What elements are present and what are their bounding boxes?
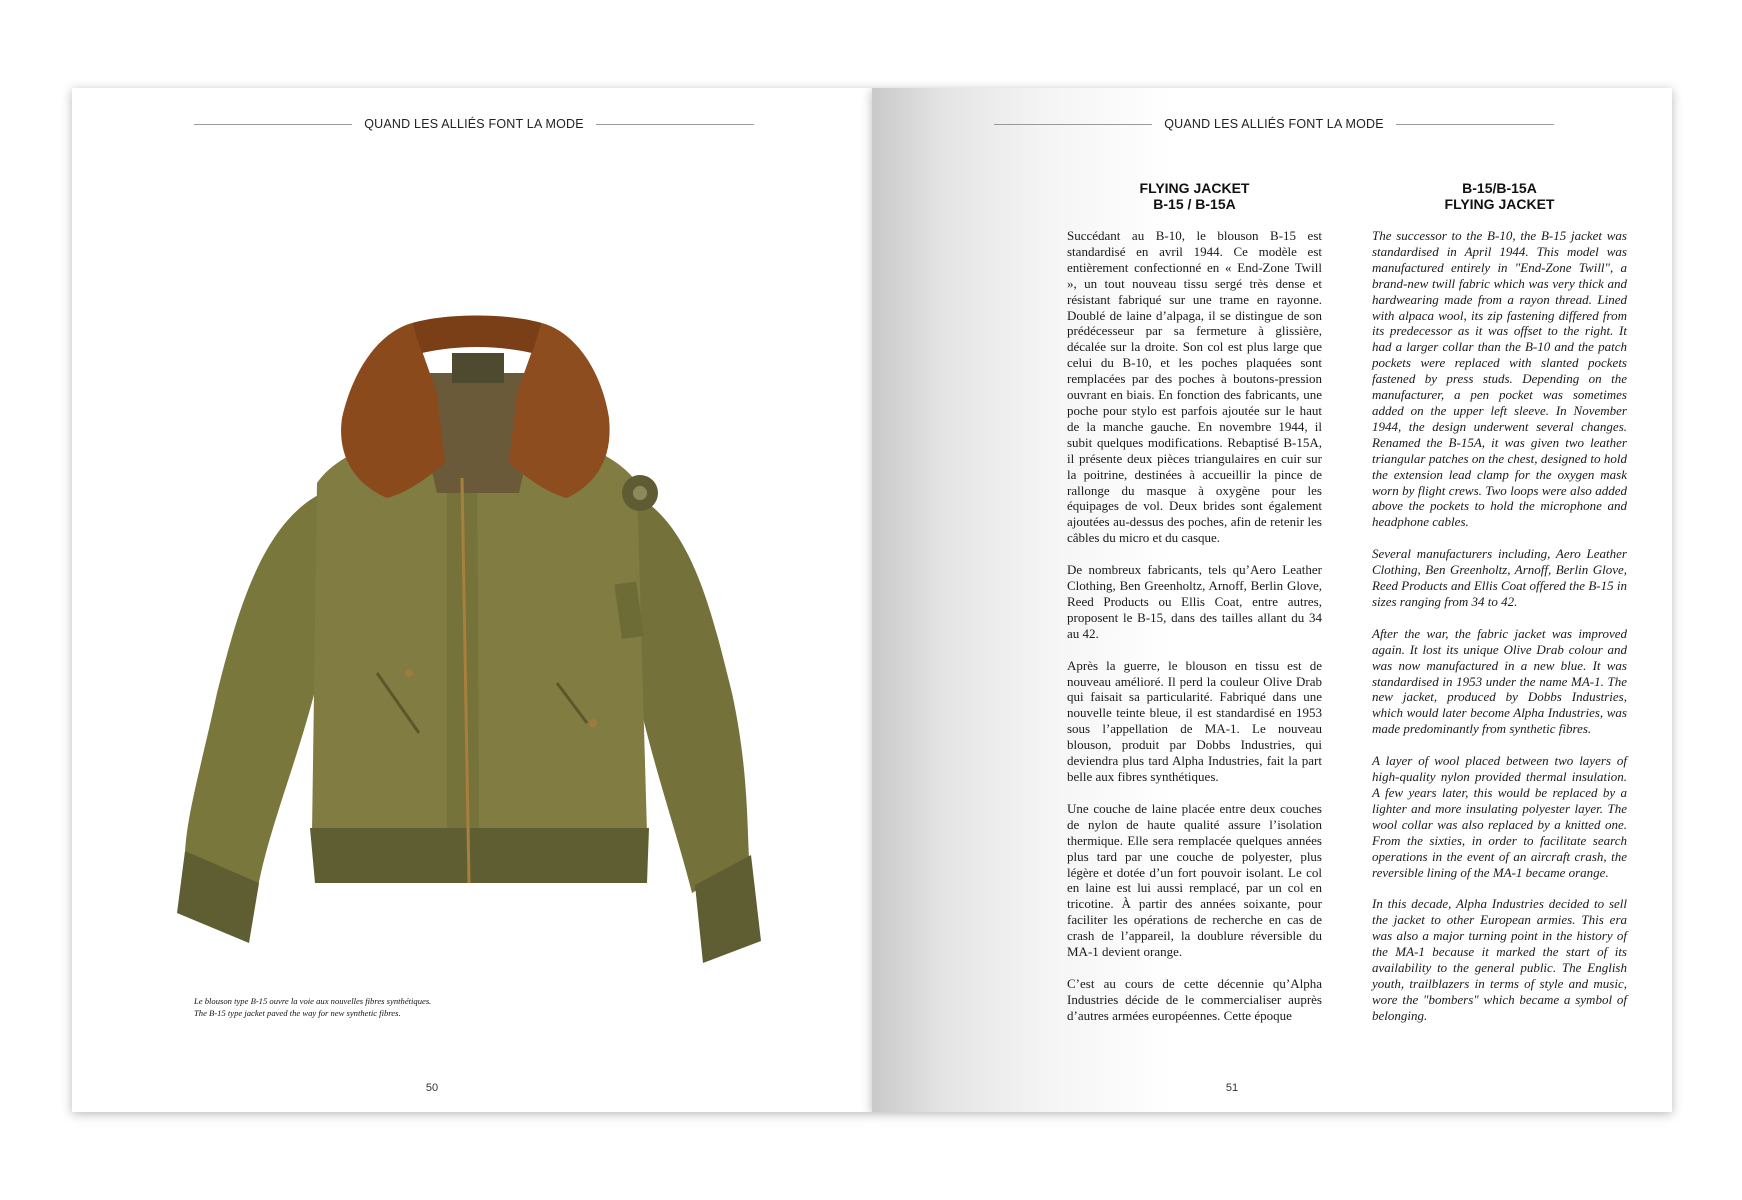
running-header-title: QUAND LES ALLIÉS FONT LA MODE — [1164, 117, 1384, 131]
running-header-title: QUAND LES ALLIÉS FONT LA MODE — [364, 117, 584, 131]
left-sleeve — [185, 493, 322, 893]
page-number-left: 50 — [425, 1082, 439, 1094]
english-heading-line2: FLYING JACKET — [1444, 196, 1555, 212]
right-page — [872, 88, 1672, 1112]
french-paragraph-1: Succédant au B-10, le blouson B-15 est standardisé en avril 1944. Ce modèle est entièrement confectionné en « End-Zone Twill », un tout nouveau tissu sergé très dense et résistant fabriqué sur une trame en rayonne. Doublé de laine d’alpaga, il se distingue de son prédécesseur par sa fermeture à glissière, décalée sur la droite. Son col est plus large que celui du B-10, et les poches plaquées sont remplacées par des poches à boutons-pression ouvrant en biais. En fonction des fabricants, une poche pour stylo est parfois ajoutée sur le haut de la manche gauche. En novembre 1944, il subit quelques modifications. Rebaptisé B-15A, il présente deux pièces triangulaires en cuir sur la poitrine, destinées à accueillir la pince de rallonge du masque à oxygène pour les équipages de vol. Deux brides sont également ajoutées au-dessus des poches, afin de retenir les câbles du micro et du casque. — [1067, 228, 1322, 546]
left-page — [72, 88, 872, 1112]
header-rule-right — [1396, 124, 1554, 125]
caption-fr: Le blouson type B-15 ouvre la voie aux nouvelles fibres synthétiques. — [194, 996, 432, 1006]
photo-caption — [194, 995, 574, 1019]
jacket-photo — [147, 253, 807, 1013]
fur-collar-back — [412, 316, 542, 354]
french-heading-line2: B-15 / B-15A — [1153, 196, 1236, 212]
caption-en: The B-15 type jacket paved the way for new synthetic fibres. — [194, 1008, 401, 1018]
french-paragraph-5: C’est au cours de cette décennie qu’Alpha Industries décide de le commercialiser auprès d’autres armées européennes. Cette époque — [1067, 975, 1322, 1023]
book-spread — [72, 88, 1672, 1112]
english-paragraph-4: A layer of wool placed between two layers of high-quality nylon provided thermal insulation. A few years later, this would be replaced by a lighter and more insulating polyester layer. The wool collar was also replaced by a knitted one. From the sixties, in order to facilitate search operations in the event of an aircraft crash, the reversible lining of the MA-1 became orange. — [1372, 753, 1627, 880]
header-rule-left — [994, 124, 1152, 125]
waistband — [310, 828, 649, 883]
pocket-snap-left — [405, 669, 413, 677]
pocket-snap-right — [589, 719, 597, 727]
header-rule-left — [194, 124, 352, 125]
french-heading — [1067, 180, 1322, 212]
right-sleeve — [632, 493, 749, 893]
english-heading-line1: B-15/B-15A — [1462, 180, 1537, 196]
english-heading — [1372, 180, 1627, 212]
english-paragraph-2: Several manufacturers including, Aero Leather Clothing, Ben Greenholtz, Arnoff, Berlin Glove, Reed Products and Ellis Coat offered the B-15 in sizes ranging from 34 to 42. — [1372, 546, 1627, 609]
french-heading-line1: FLYING JACKET — [1139, 180, 1250, 196]
french-paragraph-2: De nombreux fabricants, tels qu’Aero Leather Clothing, Ben Greenholtz, Arnoff, Berlin Glove, Reed Products ou Ellis Coat, entre autres, proposent le B-15, dans des tailles allant du 34 au 42. — [1067, 562, 1322, 641]
shoulder-insignia-star — [633, 486, 647, 500]
english-paragraph-3: After the war, the fabric jacket was improved again. It lost its unique Olive Drab colour and was now manufactured in a new blue. It was standardised in 1953 under the name MA-1. The new jacket, produced by Dobbs Industries, which would later become Alpha Industries, was made predominantly from synthetic fibres. — [1372, 625, 1627, 737]
french-paragraph-4: Une couche de laine placée entre deux couches de nylon de haute qualité assure l’isolation thermique. Elle sera remplacée quelques années plus tard par une couche de polyester, plus légère et dotée d’un fort pouvoir isolant. Le col en laine est lui aussi remplacé, par un col en tricotine. À partir des années soixante, pour faciliter les opérations de recherche en cas de crash de l’appareil, la doublure réversible du MA-1 devient orange. — [1067, 800, 1322, 960]
running-header — [194, 117, 754, 131]
english-paragraph-1: The successor to the B-10, the B-15 jacket was standardised in April 1944. This model was manufactured entirely in "End-Zone Twill", a brand-new twill fabric which was very thick and hardwearing made from a rayon thread. Lined with alpaca wool, its zip fastening differed from its predecessor as it was offset to the right. It had a larger collar than the B-10 and the patch pockets were replaced with slanted pockets fastened by press studs. Depending on the manufacturer, a pen pocket was sometimes added on the upper left sleeve. In November 1944, the design underwent several changes. Renamed the B-15A, it was given two leather triangular patches on the chest, designed to hold the extension lead clamp for the oxygen mask worn by flight crews. Two loops were also added above the pockets to hold the microphone and headphone cables. — [1372, 228, 1627, 530]
header-rule-right — [596, 124, 754, 125]
page-number-right: 51 — [1225, 1082, 1239, 1094]
french-column — [1067, 180, 1322, 1040]
running-header-right — [994, 117, 1554, 131]
collar-label — [452, 353, 504, 383]
english-column — [1372, 180, 1627, 1040]
french-paragraph-3: Après la guerre, le blouson en tissu est de nouveau amélioré. Il perd la couleur Olive Drab qui faisait sa particularité. Fabriqué dans une nouvelle teinte bleue, il est standardisé en 1953 sous l’appellation de MA-1. Le nouveau blouson, produit par Dobbs Industries, qui deviendra plus tard Alpha Industries, fait la part belle aux fibres synthétiques. — [1067, 657, 1322, 784]
english-paragraph-5: In this decade, Alpha Industries decided to sell the jacket to other European armies. This era was also a major turning point in the history of the MA-1 because it marked the start of its availability to the general public. The English youth, trailblazers in terms of style and music, wore the "bombers" which became a symbol of belonging. — [1372, 896, 1627, 1023]
